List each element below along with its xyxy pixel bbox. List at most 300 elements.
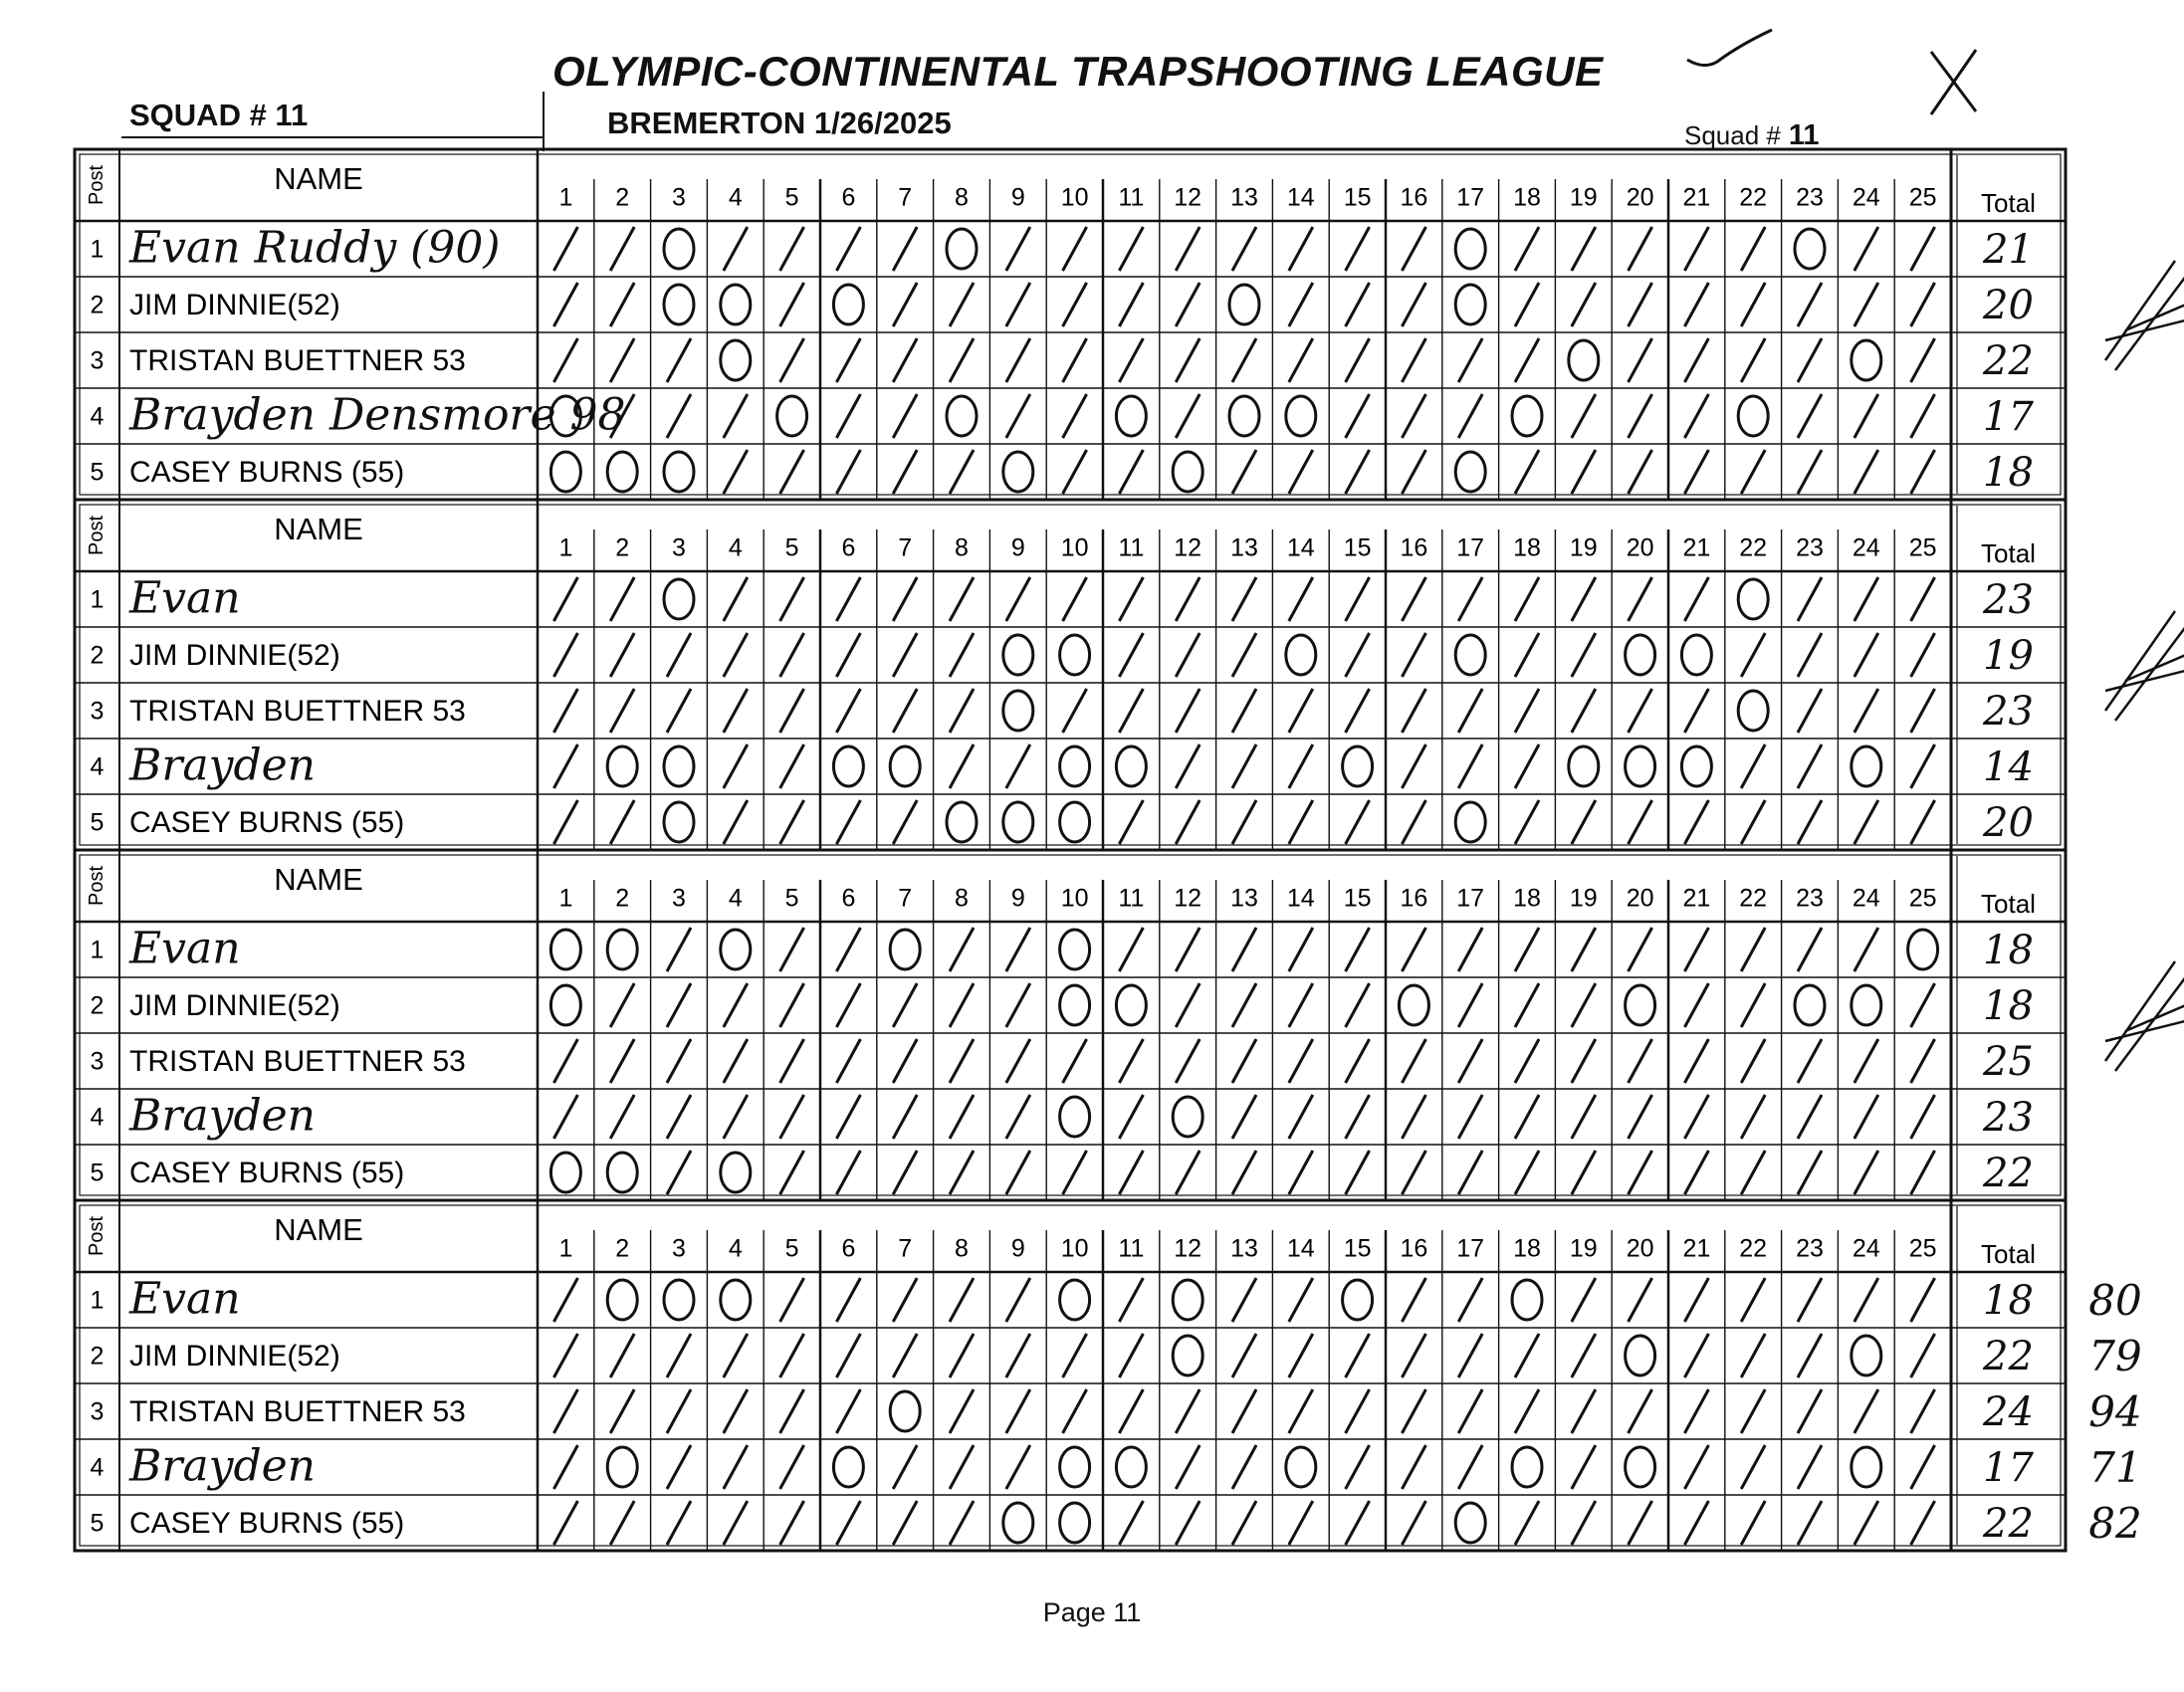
station-number: 25 bbox=[1908, 1234, 1937, 1263]
hit-mark bbox=[1798, 1445, 1822, 1489]
hit-mark bbox=[553, 227, 577, 271]
hit-mark bbox=[836, 450, 860, 494]
hit-mark bbox=[1346, 1389, 1370, 1433]
station-number: 22 bbox=[1739, 533, 1768, 562]
hit-mark bbox=[1572, 633, 1596, 677]
hit-mark bbox=[1741, 983, 1765, 1027]
hit-mark bbox=[1515, 800, 1539, 844]
hit-mark bbox=[780, 577, 804, 621]
shooter-name: CASEY BURNS (55) bbox=[129, 805, 405, 839]
hit-mark bbox=[1684, 689, 1708, 733]
hit-mark bbox=[1911, 744, 1935, 788]
hit-mark bbox=[610, 800, 634, 844]
miss-mark bbox=[1852, 1336, 1881, 1375]
hit-mark bbox=[667, 1039, 691, 1083]
hit-mark bbox=[1119, 1095, 1143, 1139]
hit-mark bbox=[667, 1389, 691, 1433]
station-number: 19 bbox=[1569, 1234, 1598, 1263]
hit-mark bbox=[1346, 1334, 1370, 1377]
hit-mark bbox=[724, 689, 748, 733]
hit-mark bbox=[1063, 1389, 1087, 1433]
post-number: 5 bbox=[90, 808, 105, 837]
miss-mark bbox=[664, 802, 694, 842]
hit-mark bbox=[667, 394, 691, 438]
station-number: 3 bbox=[672, 183, 686, 212]
hit-mark bbox=[950, 577, 974, 621]
hit-mark bbox=[1911, 1151, 1935, 1194]
hit-mark bbox=[1798, 633, 1822, 677]
station-number: 10 bbox=[1060, 183, 1089, 212]
hit-mark bbox=[1515, 338, 1539, 382]
miss-mark bbox=[1738, 396, 1768, 436]
hit-mark bbox=[780, 1445, 804, 1489]
hit-mark bbox=[836, 1039, 860, 1083]
station-number: 13 bbox=[1230, 884, 1258, 913]
hit-mark bbox=[1232, 1039, 1256, 1083]
hit-mark bbox=[1741, 1445, 1765, 1489]
miss-mark bbox=[1060, 802, 1090, 842]
station-number: 13 bbox=[1230, 1234, 1258, 1263]
station-number: 4 bbox=[728, 1234, 743, 1263]
shooter-row bbox=[75, 627, 2066, 679]
station-number: 24 bbox=[1852, 183, 1880, 212]
station-number: 25 bbox=[1908, 183, 1937, 212]
hit-mark bbox=[553, 1334, 577, 1377]
hit-mark bbox=[1006, 1278, 1030, 1322]
station-number: 11 bbox=[1118, 1234, 1145, 1263]
hit-mark bbox=[667, 1445, 691, 1489]
hit-mark bbox=[1346, 1445, 1370, 1489]
hit-mark bbox=[1798, 394, 1822, 438]
hit-mark bbox=[667, 1334, 691, 1377]
shooter-row bbox=[75, 1439, 2142, 1492]
hit-mark bbox=[1232, 450, 1256, 494]
hit-mark bbox=[780, 633, 804, 677]
hit-mark bbox=[667, 1151, 691, 1194]
miss-mark bbox=[664, 229, 694, 269]
margin-scribble bbox=[2105, 261, 2184, 370]
miss-mark bbox=[1060, 1097, 1090, 1137]
hit-mark bbox=[893, 338, 917, 382]
hit-mark bbox=[1063, 1151, 1087, 1194]
hit-mark bbox=[950, 1278, 974, 1322]
station-number: 19 bbox=[1569, 183, 1598, 212]
hit-mark bbox=[553, 633, 577, 677]
miss-mark bbox=[607, 1153, 637, 1192]
hit-mark bbox=[1176, 283, 1200, 326]
hit-mark bbox=[1063, 338, 1087, 382]
hit-mark bbox=[893, 227, 917, 271]
total-heading: Total bbox=[1981, 537, 2036, 568]
hit-mark bbox=[780, 928, 804, 971]
post-number: 2 bbox=[90, 991, 105, 1020]
hit-mark bbox=[1458, 983, 1482, 1027]
hit-mark bbox=[1684, 450, 1708, 494]
hit-mark bbox=[1741, 227, 1765, 271]
station-number: 2 bbox=[615, 884, 630, 913]
row-total: 21 bbox=[1983, 227, 2034, 273]
shooter-row bbox=[75, 1145, 2066, 1196]
miss-mark bbox=[890, 1391, 920, 1431]
hit-mark bbox=[1515, 1151, 1539, 1194]
miss-mark bbox=[607, 746, 637, 786]
shooter-row bbox=[91, 223, 2034, 274]
post-number: 5 bbox=[90, 458, 105, 487]
shooter-name: TRISTAN BUETTNER 53 bbox=[129, 694, 466, 728]
hit-mark bbox=[1346, 338, 1370, 382]
hit-mark bbox=[610, 1389, 634, 1433]
hit-mark bbox=[1119, 1501, 1143, 1545]
shooter-row bbox=[75, 1383, 2142, 1436]
hit-mark bbox=[1572, 1501, 1596, 1545]
hit-mark bbox=[1572, 1039, 1596, 1083]
hit-mark bbox=[836, 633, 860, 677]
miss-mark bbox=[1681, 746, 1711, 786]
hit-mark bbox=[1515, 928, 1539, 971]
hit-mark bbox=[1006, 983, 1030, 1027]
hit-mark bbox=[1458, 577, 1482, 621]
hit-mark bbox=[1684, 1445, 1708, 1489]
hit-mark bbox=[1458, 689, 1482, 733]
miss-mark bbox=[1060, 746, 1090, 786]
hit-mark bbox=[1911, 1095, 1935, 1139]
hit-mark bbox=[1629, 800, 1652, 844]
hit-mark bbox=[950, 1445, 974, 1489]
hit-mark bbox=[836, 1151, 860, 1194]
hit-mark bbox=[1458, 1445, 1482, 1489]
hit-mark bbox=[553, 689, 577, 733]
post-heading: Post bbox=[85, 865, 108, 907]
hit-mark bbox=[950, 1389, 974, 1433]
miss-mark bbox=[1512, 1447, 1542, 1487]
hit-mark bbox=[1572, 450, 1596, 494]
shooter-name: TRISTAN BUETTNER 53 bbox=[129, 343, 466, 377]
shooter-name: Brayden bbox=[129, 1440, 316, 1492]
hit-mark bbox=[1458, 338, 1482, 382]
post-number: 2 bbox=[90, 1342, 105, 1371]
hit-mark bbox=[1911, 983, 1935, 1027]
row-total: 18 bbox=[1983, 983, 2034, 1029]
hit-mark bbox=[780, 1501, 804, 1545]
hit-mark bbox=[1515, 227, 1539, 271]
hit-mark bbox=[610, 1039, 634, 1083]
hit-mark bbox=[1119, 450, 1143, 494]
hit-mark bbox=[1798, 1278, 1822, 1322]
station-number: 3 bbox=[672, 1234, 686, 1263]
miss-mark bbox=[721, 1280, 751, 1320]
hit-mark bbox=[1346, 394, 1370, 438]
miss-mark bbox=[550, 1153, 580, 1192]
hit-mark bbox=[1855, 1151, 1878, 1194]
hit-mark bbox=[836, 1501, 860, 1545]
station-number: 15 bbox=[1343, 884, 1372, 913]
miss-mark bbox=[1512, 1280, 1542, 1320]
hit-mark bbox=[724, 744, 748, 788]
hit-mark bbox=[1402, 394, 1425, 438]
hit-mark bbox=[780, 1095, 804, 1139]
miss-mark bbox=[1626, 1336, 1655, 1375]
shooter-row bbox=[75, 1089, 2066, 1142]
miss-mark bbox=[1512, 396, 1542, 436]
miss-mark bbox=[721, 285, 751, 324]
hit-mark bbox=[1119, 1334, 1143, 1377]
miss-mark bbox=[1229, 396, 1259, 436]
event-location-date: BREMERTON 1/26/2025 bbox=[607, 106, 952, 140]
hit-mark bbox=[1006, 283, 1030, 326]
hit-mark bbox=[1232, 1501, 1256, 1545]
shooter-row bbox=[75, 332, 2066, 384]
round-block-4 bbox=[75, 1200, 2142, 1551]
shooter-row bbox=[75, 739, 2066, 791]
station-number: 15 bbox=[1343, 1234, 1372, 1263]
hit-mark bbox=[610, 1095, 634, 1139]
round-block-2 bbox=[75, 500, 2184, 850]
hit-mark bbox=[1798, 689, 1822, 733]
hit-mark bbox=[724, 227, 748, 271]
hit-mark bbox=[1458, 1278, 1482, 1322]
station-number: 16 bbox=[1400, 533, 1428, 562]
miss-mark bbox=[664, 285, 694, 324]
hit-mark bbox=[1232, 689, 1256, 733]
hit-mark bbox=[724, 1389, 748, 1433]
page-number: Page 11 bbox=[1042, 1597, 1142, 1627]
post-number: 3 bbox=[90, 346, 105, 375]
hit-mark bbox=[1119, 800, 1143, 844]
miss-mark bbox=[1003, 802, 1033, 842]
shooter-name: Evan Ruddy (90) bbox=[129, 222, 501, 274]
hit-mark bbox=[1176, 394, 1200, 438]
shooter-row bbox=[75, 388, 2066, 441]
hit-mark bbox=[610, 577, 634, 621]
hit-mark bbox=[1402, 283, 1425, 326]
hit-mark bbox=[1119, 283, 1143, 326]
hit-mark bbox=[780, 983, 804, 1027]
hit-mark bbox=[780, 689, 804, 733]
hit-mark bbox=[1176, 1389, 1200, 1433]
hit-mark bbox=[1572, 983, 1596, 1027]
hit-mark bbox=[1402, 744, 1425, 788]
hit-mark bbox=[1006, 1151, 1030, 1194]
miss-mark bbox=[1626, 985, 1655, 1025]
row-total: 23 bbox=[1983, 1095, 2034, 1141]
hit-mark bbox=[1063, 227, 1087, 271]
name-heading: NAME bbox=[274, 512, 363, 547]
station-number: 7 bbox=[898, 183, 913, 212]
hit-mark bbox=[1684, 928, 1708, 971]
station-number: 2 bbox=[615, 183, 630, 212]
hit-mark bbox=[836, 1389, 860, 1433]
hit-mark bbox=[950, 928, 974, 971]
hit-mark bbox=[1402, 227, 1425, 271]
shooter-name: Brayden bbox=[129, 740, 316, 791]
hit-mark bbox=[950, 1151, 974, 1194]
hit-mark bbox=[553, 800, 577, 844]
hit-mark bbox=[1289, 227, 1313, 271]
station-number: 23 bbox=[1796, 1234, 1824, 1263]
shooter-row bbox=[91, 924, 2034, 974]
hit-mark bbox=[610, 1501, 634, 1545]
grand-total: 94 bbox=[2088, 1387, 2142, 1436]
hit-mark bbox=[1629, 689, 1652, 733]
shooter-name: TRISTAN BUETTNER 53 bbox=[129, 1044, 466, 1078]
hit-mark bbox=[1515, 1501, 1539, 1545]
station-number: 5 bbox=[784, 1234, 799, 1263]
miss-mark bbox=[664, 452, 694, 492]
hit-mark bbox=[667, 338, 691, 382]
hit-mark bbox=[893, 689, 917, 733]
station-number: 16 bbox=[1400, 1234, 1428, 1263]
grand-total: 82 bbox=[2088, 1499, 2142, 1548]
hit-mark bbox=[1911, 394, 1935, 438]
hit-mark bbox=[1119, 1278, 1143, 1322]
miss-mark bbox=[833, 285, 863, 324]
hit-mark bbox=[1798, 1151, 1822, 1194]
hit-mark bbox=[950, 1039, 974, 1083]
hit-mark bbox=[780, 1334, 804, 1377]
hit-mark bbox=[1402, 338, 1425, 382]
miss-mark bbox=[1626, 1447, 1655, 1487]
hit-mark bbox=[1855, 928, 1878, 971]
hit-mark bbox=[1684, 1501, 1708, 1545]
hit-mark bbox=[1629, 1278, 1652, 1322]
station-number: 22 bbox=[1739, 884, 1768, 913]
hit-mark bbox=[1629, 283, 1652, 326]
row-total: 19 bbox=[1983, 633, 2034, 679]
hit-mark bbox=[1063, 1039, 1087, 1083]
squad-number-value: 11 bbox=[1788, 119, 1820, 151]
hit-mark bbox=[1798, 577, 1822, 621]
hit-mark bbox=[1741, 1151, 1765, 1194]
hit-mark bbox=[1346, 689, 1370, 733]
hit-mark bbox=[1289, 1501, 1313, 1545]
post-number: 1 bbox=[90, 936, 105, 964]
shooter-name: CASEY BURNS (55) bbox=[129, 455, 405, 489]
miss-mark bbox=[1738, 579, 1768, 619]
shooter-row bbox=[91, 573, 2034, 624]
miss-mark bbox=[1116, 1447, 1146, 1487]
station-number: 25 bbox=[1908, 884, 1937, 913]
hit-mark bbox=[1346, 1095, 1370, 1139]
hit-mark bbox=[893, 1334, 917, 1377]
station-number: 23 bbox=[1796, 884, 1824, 913]
hit-mark bbox=[724, 450, 748, 494]
row-total: 22 bbox=[1983, 1151, 2034, 1196]
station-number: 10 bbox=[1060, 884, 1089, 913]
station-number: 20 bbox=[1626, 1234, 1654, 1263]
hit-mark bbox=[1684, 1095, 1708, 1139]
hit-mark bbox=[1346, 450, 1370, 494]
shooter-row bbox=[75, 444, 2066, 496]
hit-mark bbox=[724, 394, 748, 438]
hit-mark bbox=[836, 1095, 860, 1139]
hit-mark bbox=[836, 689, 860, 733]
hit-mark bbox=[1911, 1039, 1935, 1083]
hit-mark bbox=[1798, 1389, 1822, 1433]
miss-mark bbox=[1343, 746, 1373, 786]
hit-mark bbox=[1684, 1334, 1708, 1377]
station-number: 5 bbox=[784, 183, 799, 212]
miss-mark bbox=[1173, 452, 1202, 492]
hit-mark bbox=[1289, 1278, 1313, 1322]
hit-mark bbox=[1911, 450, 1935, 494]
hit-mark bbox=[780, 800, 804, 844]
hit-mark bbox=[610, 983, 634, 1027]
hit-mark bbox=[1063, 1334, 1087, 1377]
hit-mark bbox=[1176, 1039, 1200, 1083]
post-number: 1 bbox=[90, 1286, 105, 1315]
hit-mark bbox=[1572, 689, 1596, 733]
miss-mark bbox=[1852, 340, 1881, 380]
station-number: 14 bbox=[1286, 884, 1315, 913]
hit-mark bbox=[1684, 1389, 1708, 1433]
station-number: 24 bbox=[1852, 1234, 1880, 1263]
hit-mark bbox=[1006, 227, 1030, 271]
hit-mark bbox=[1629, 394, 1652, 438]
miss-mark bbox=[664, 746, 694, 786]
station-number: 24 bbox=[1852, 533, 1880, 562]
shooter-name: JIM DINNIE(52) bbox=[129, 288, 340, 321]
margin-scribble bbox=[2105, 961, 2184, 1071]
row-total: 17 bbox=[1983, 1445, 2034, 1491]
league-title: OLYMPIC-CONTINENTAL TRAPSHOOTING LEAGUE bbox=[552, 48, 1604, 95]
hit-mark bbox=[1176, 800, 1200, 844]
hit-mark bbox=[1402, 689, 1425, 733]
post-number: 2 bbox=[90, 641, 105, 670]
miss-mark bbox=[1286, 635, 1316, 675]
hit-mark bbox=[724, 1039, 748, 1083]
hit-mark bbox=[1572, 1095, 1596, 1139]
hit-mark bbox=[1346, 1151, 1370, 1194]
post-number: 3 bbox=[90, 1397, 105, 1426]
hit-mark bbox=[780, 227, 804, 271]
hit-mark bbox=[724, 1501, 748, 1545]
hit-mark bbox=[1855, 1095, 1878, 1139]
station-number: 5 bbox=[784, 533, 799, 562]
miss-mark bbox=[1455, 635, 1485, 675]
hit-mark bbox=[1741, 1501, 1765, 1545]
miss-mark bbox=[1286, 1447, 1316, 1487]
hit-mark bbox=[553, 1039, 577, 1083]
hit-mark bbox=[1515, 1039, 1539, 1083]
hit-mark bbox=[1006, 1039, 1030, 1083]
row-total: 20 bbox=[1983, 800, 2034, 846]
hit-mark bbox=[1855, 227, 1878, 271]
shooter-name: CASEY BURNS (55) bbox=[129, 1156, 405, 1189]
hit-mark bbox=[836, 983, 860, 1027]
hit-mark bbox=[1176, 577, 1200, 621]
hit-mark bbox=[1741, 283, 1765, 326]
miss-mark bbox=[1738, 691, 1768, 731]
hit-mark bbox=[1741, 1334, 1765, 1377]
hit-mark bbox=[780, 338, 804, 382]
hit-mark bbox=[950, 689, 974, 733]
hit-mark bbox=[1629, 338, 1652, 382]
hit-mark bbox=[836, 1278, 860, 1322]
miss-mark bbox=[1569, 746, 1599, 786]
hit-mark bbox=[1119, 928, 1143, 971]
hit-mark bbox=[1515, 450, 1539, 494]
hit-mark bbox=[1855, 1501, 1878, 1545]
hit-mark bbox=[950, 983, 974, 1027]
hit-mark bbox=[1176, 689, 1200, 733]
hit-mark bbox=[780, 1151, 804, 1194]
hit-mark bbox=[553, 283, 577, 326]
post-number: 1 bbox=[90, 585, 105, 614]
station-number: 17 bbox=[1456, 533, 1485, 562]
hit-mark bbox=[836, 394, 860, 438]
row-total: 14 bbox=[1983, 744, 2034, 790]
hit-mark bbox=[1402, 1334, 1425, 1377]
